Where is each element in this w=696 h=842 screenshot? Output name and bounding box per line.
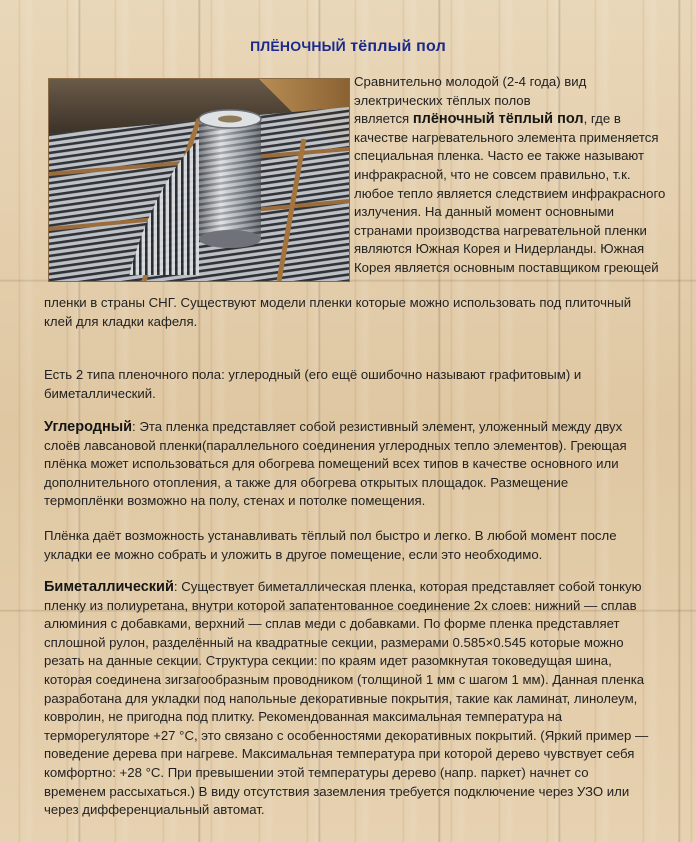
intro-line: странами производства нагревательной пленки <box>354 222 647 238</box>
bimetal-term: Биметаллический <box>44 579 174 595</box>
intro-text: является <box>354 111 413 127</box>
carbon-line: плёнка может использоваться для обогрева помещений всех типов в качестве основного или <box>44 456 619 472</box>
types-line: Есть 2 типа пленочного пола: углеродный (его ещё ошибочно называют графитовым) и <box>44 367 582 382</box>
intro-line: клей для кладки кафеля. <box>44 313 198 329</box>
intro-line: Корея является основным поставщиком греющей <box>354 259 659 275</box>
intro-paragraph <box>354 73 689 278</box>
bimetal-line: через дифференциальный автомат. <box>44 802 265 818</box>
types-paragraph <box>44 366 692 403</box>
intro-line: специальная пленка. Часто ее также называют <box>354 148 645 164</box>
install-line: укладки ее можно собрать и уложить в другое помещение, если это необходимо. <box>44 546 543 562</box>
intro-line: излучения. На данный момент основными <box>354 204 615 220</box>
install-paragraph <box>44 527 692 564</box>
bimetal-paragraph <box>44 578 692 820</box>
carbon-line: дополнительного отопления, а также для обогрева открытых площадок. Размещение <box>44 474 569 490</box>
intro-line: инфракрасной, что не совсем правильно, т.к. <box>354 166 631 182</box>
bimetal-line: комфортно: +28 °С. При превышении этой температуры дерево (напр. паркет) начнет со <box>44 764 589 780</box>
intro-line: являются Южная Корея и Нидерланды. Южная <box>354 241 645 257</box>
carbon-paragraph <box>44 418 692 511</box>
carbon-term: Углеродный <box>44 419 133 435</box>
carbon-text: : Эта пленка представляет собой резистивный элемент, уложенный между двух <box>132 419 623 434</box>
intro-text: , где в <box>583 111 621 127</box>
bimetal-line: поведение дерева при нагреве. Максимальная температура при которой дерево чувствует себя <box>44 746 635 762</box>
carbon-line: термоплёнки возможно на полу, стенах и потолке помещения. <box>44 493 426 509</box>
bimetal-line: пленку из полиуретана, внутри которой запатентованное соединение 2х слоев: нижний — сплав <box>44 597 637 613</box>
bimetal-line: разработана для укладки под напольные декоративные покрытия, такие как ламинат, линолеум, <box>44 690 638 706</box>
bimetal-line: резать на данные секции. Структура секции: по краям идет разомкнутая токоведущая шина, <box>44 653 612 669</box>
bimetal-line: сплошной рулон, разделённый на квадратные секции, размерами 0.585×0.545 которые можно <box>44 634 624 650</box>
bimetal-text: : Существует биметаллическая пленка, которая представляет собой тонкую <box>173 579 642 594</box>
intro-highlight: плёночный тёплый пол <box>412 111 584 128</box>
intro-line <box>354 110 689 129</box>
bimetal-line: ковролин, не пригодна под плитку. Рекомендованная максимальная температура на <box>44 709 563 725</box>
install-line: Плёнка даёт возможность устанавливать тёплый пол быстро и легко. В любой момент после <box>44 528 617 543</box>
intro-paragraph-continued <box>44 294 692 331</box>
intro-line: Сравнительно молодой (2-4 года) вид <box>354 74 587 89</box>
bimetal-line <box>44 578 692 597</box>
title-main: тёплый пол <box>350 38 446 55</box>
bimetal-line: алюминия с добавками, верхний — сплав меди с добавками. По форме пленка представляет <box>44 616 620 632</box>
intro-line: пленки в страны СНГ. Существуют модели пленки которые можно использовать под плиточный <box>44 295 632 310</box>
heating-film-roll-image <box>49 79 349 281</box>
types-line: биметаллический. <box>44 385 156 401</box>
page-title <box>0 38 696 56</box>
bimetal-line: терморегуляторе +27 °С, это связано с особенностями декоративных покрытий. (Яркий пример — <box>44 727 649 743</box>
bimetal-line: которая соединена зигзагообразным проводником (толщиной 1 мм с шагом 1 мм). Данная пленка <box>44 671 645 687</box>
title-prefix: ПЛЁНОЧНЫЙ <box>250 38 346 54</box>
intro-line: электрических тёплых полов <box>354 92 531 108</box>
bimetal-line: временем рассыхаться.) В виду отсутствия заземления требуется подключение через УЗО или <box>44 783 630 799</box>
intro-line: любое тепло является следствием инфракрасного <box>354 185 666 201</box>
heating-film-roll-photo <box>48 78 350 282</box>
intro-line: качестве нагревательного элемента применяется <box>354 129 659 145</box>
carbon-line <box>44 418 692 437</box>
carbon-line: слоёв лавсановой пленки(параллельного соединения углеродных тепло элементов). Греющая <box>44 437 627 453</box>
